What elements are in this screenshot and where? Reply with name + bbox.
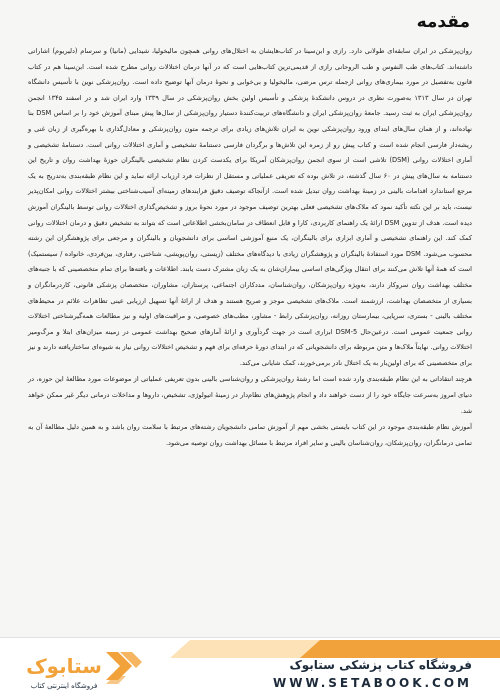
document-body: [28, 44, 472, 451]
store-url-link[interactable]: WWW.SETABOOK.COM: [272, 676, 472, 690]
logo-tagline: فروشگاه اینترنتی کتاب: [30, 682, 98, 690]
paragraph-2: هرچند انتقاداتی به این نظام طبقه‌بندی وارد شده است اما رشتهٔ روان‌پزشکی و روان‌شناسی بالینی بدون تعریفی عملیاتی از موضوعات مورد مطالعهٔ این حوزه، در دنیای امروز به‌سرعت جایگاه خود را از دست خواهند داد و انجام پژوهش‌های نظام‌دار در زمینهٔ اتیولوژی، تشخیص، داروها و مداخلات درمانی دیگر غیر ممکن خواهد شد.: [28, 375, 472, 415]
publisher-footer: [0, 637, 500, 700]
page-title: مقدمه: [416, 12, 470, 32]
logo-wordmark: ستابوک: [26, 654, 102, 678]
footer-ribbon: [170, 640, 500, 658]
paragraph-3: آموزش نظام طبقه‌بندی موجود در این کتاب بایستی بخشی مهم از آموزش تمامی دانشجویان رشته‌های مرتبط با سلامت روان باشد و به همین دلیل مطالعهٔ آن به تمامی درمانگران، روان‌پزشکان، روان‌شناسان بالینی و سایر افراد مرتبط با مسائل بهداشت روان توصیه می‌شود.: [28, 423, 472, 447]
paragraph-1: روان‌پزشکی در ایران سابقه‌ای طولانی دارد. رازی و ابن‌سینا در کتاب‌هایشان به اختلال‌های روانی همچون مالیخولیا، شیدایی (مانیا) و سرسام (دلیریوم) اشاراتی داشته‌اند. کتاب‌های طب النفوس و طب الروحانی رازی از قدیمی‌ترین کتاب‌هایی است که در آنها درمان اختلالات روانی مطرح شده است. ابن‌سینا هم در کتاب قانون به‌تفصیل در مورد بیماری‌های روانی ازجمله ترس مرضی، مالیخولیا و بی‌خوابی و نحوهٔ درمان آنها توضیح داده است. روان‌پزشکی نوین با تأسیس دانشگاه تهران در سال ۱۳۱۳ به‌صورت نظری در دروس دانشکدهٔ پزشکی و تأسیس اولین بخش روان‌پزشکی در سال ۱۳۳۹ وارد ایران شد و در اسفند ۱۳۴۵ انجمن روان‌پزشکی ایران به ثبت رسید. جامعهٔ روان‌پزشکی ایران و دانشگاه‌های تربیت‌کنندهٔ دستیار روان‌پزشکی از سال‌ها پیش مبنای آموزش خود را بر اساس DSM بنا نهاده‌اند، و از همان سال‌های ابتدای ورود روان‌پزشکی نوین به ایران تلاش‌های زیادی برای ترجمه متون روان‌پزشکی و معادل‌گذاری با بهره‌گیری از زبان غنی و ریشه‌دار فارسی انجام شده است و کتاب پیش رو از زمره این تلاش‌ها و برگردان فارسی دستنامهٔ تشخیصی و آماری اختلالات روانی است. دستنامهٔ تشخیصی و آماری اختلالات روانی (DSM) تلاشی است از سوی انجمن روان‌پزشکان آمریکا برای یکدست کردن نظام تشخیصی بالینگران حوزهٔ بهداشت روان و تاریخ این دستنامه به سال‌های پیش در ۶۰ سال گذشته، در تلاش بوده که تعریفی عملیاتی و مستقل از نظرات فرد ارزیاب ارائه نماید و این نظام طبقه‌بندی به‌تدریج به یک مرجع استاندارد اقدامات بالینی در زمینهٔ بهداشت روان تبدیل شده است. ازآنجاکه توصیف دقیق فرایندهای زمینه‌ای آسیب‌شناختی بیشتر اختلالات روانی امکان‌پذیر نیست، باید بر این نکته تأکید نمود که ملاک‌های تشخیصی فعلی بهترین توصیف موجود در مورد نحوهٔ بروز و تشخیص‌گذاری اختلالات روانی توسط بالینگران آموزش دیده است. هدف از تدوین DSM ارائهٔ یک راهنمای کاربردی، کارا و قابل انعطاف در سامان‌بخشی اطلاعاتی است که بتواند به تشخیص دقیق و درمان اختلالات روانی کمک کند. این راهنمای تشخیصی و آماری ابزاری برای بالینگران، یک منبع آموزشی اساسی برای دانشجویان و بالینگران و مرجعی برای پژوهشگران این رشته محسوب می‌شود. DSM مورد استفادهٔ بالینگران و پژوهشگران زیادی با دیدگاه‌های مختلف (زیستی، روان‌پویشی، شناختی، رفتاری، بین‌فردی، خانواده / سیستمیک) است که همهٔ آنها تلاش می‌کنند برای انتقال ویژگی‌های اساسی بیماران‌شان به یک زبان مشترک دست یابند. اطلاعات و یافته‌ها برای تمام متخصصینی که با جنبه‌های مختلف بهداشت روان سروکار دارند، به‌ویژه روان‌پزشکان، روان‌شناسان، مددکاران اجتماعی، پرستاران، مشاوران، متخصصان پزشکی قانونی، کاردرمانگران و بسیاری از متخصصان بهداشت، ارزشمند است. ملاک‌های تشخیصی موجز و صریح هستند و هدف از ارائهٔ آنها تسهیل ارزیابی عینی تظاهرات علائم در محیط‌های مختلف بالینی - بستری، سرپایی، بیمارستان روزانه، روان‌پزشکی رابط - مشاور، مطب‌های خصوصی، و مراقبت‌های اولیه و نیز مطالعات همه‌گیرشناختی اختلالات روانی جمعیت عمومی است. درعین‌حال DSM-5 ابزاری است در جهت گردآوری و ارائهٔ آمارهای صحیح بهداشت عمومی در زمینه میزان‌های ابتلا و مرگ‌ومیر اختلالات روانی. نهایتاً ملاک‌ها و متن مربوطه برای دانشجویانی که در ابتدای دورهٔ حرفه‌ای برای فهم و تشخیص اختلالات روانی نیاز به شیوه‌ای ساختاریافته دارند و نیز برای متخصصینی که برای اولین‌بار به یک اختلال نادر برمی‌خورند، کمک شایانی می‌کند.: [28, 47, 473, 367]
book-stripes-icon: [106, 652, 142, 684]
setabook-logo: [14, 646, 144, 694]
store-name: فروشگاه کتاب پزشکی ستابوک: [289, 658, 472, 672]
